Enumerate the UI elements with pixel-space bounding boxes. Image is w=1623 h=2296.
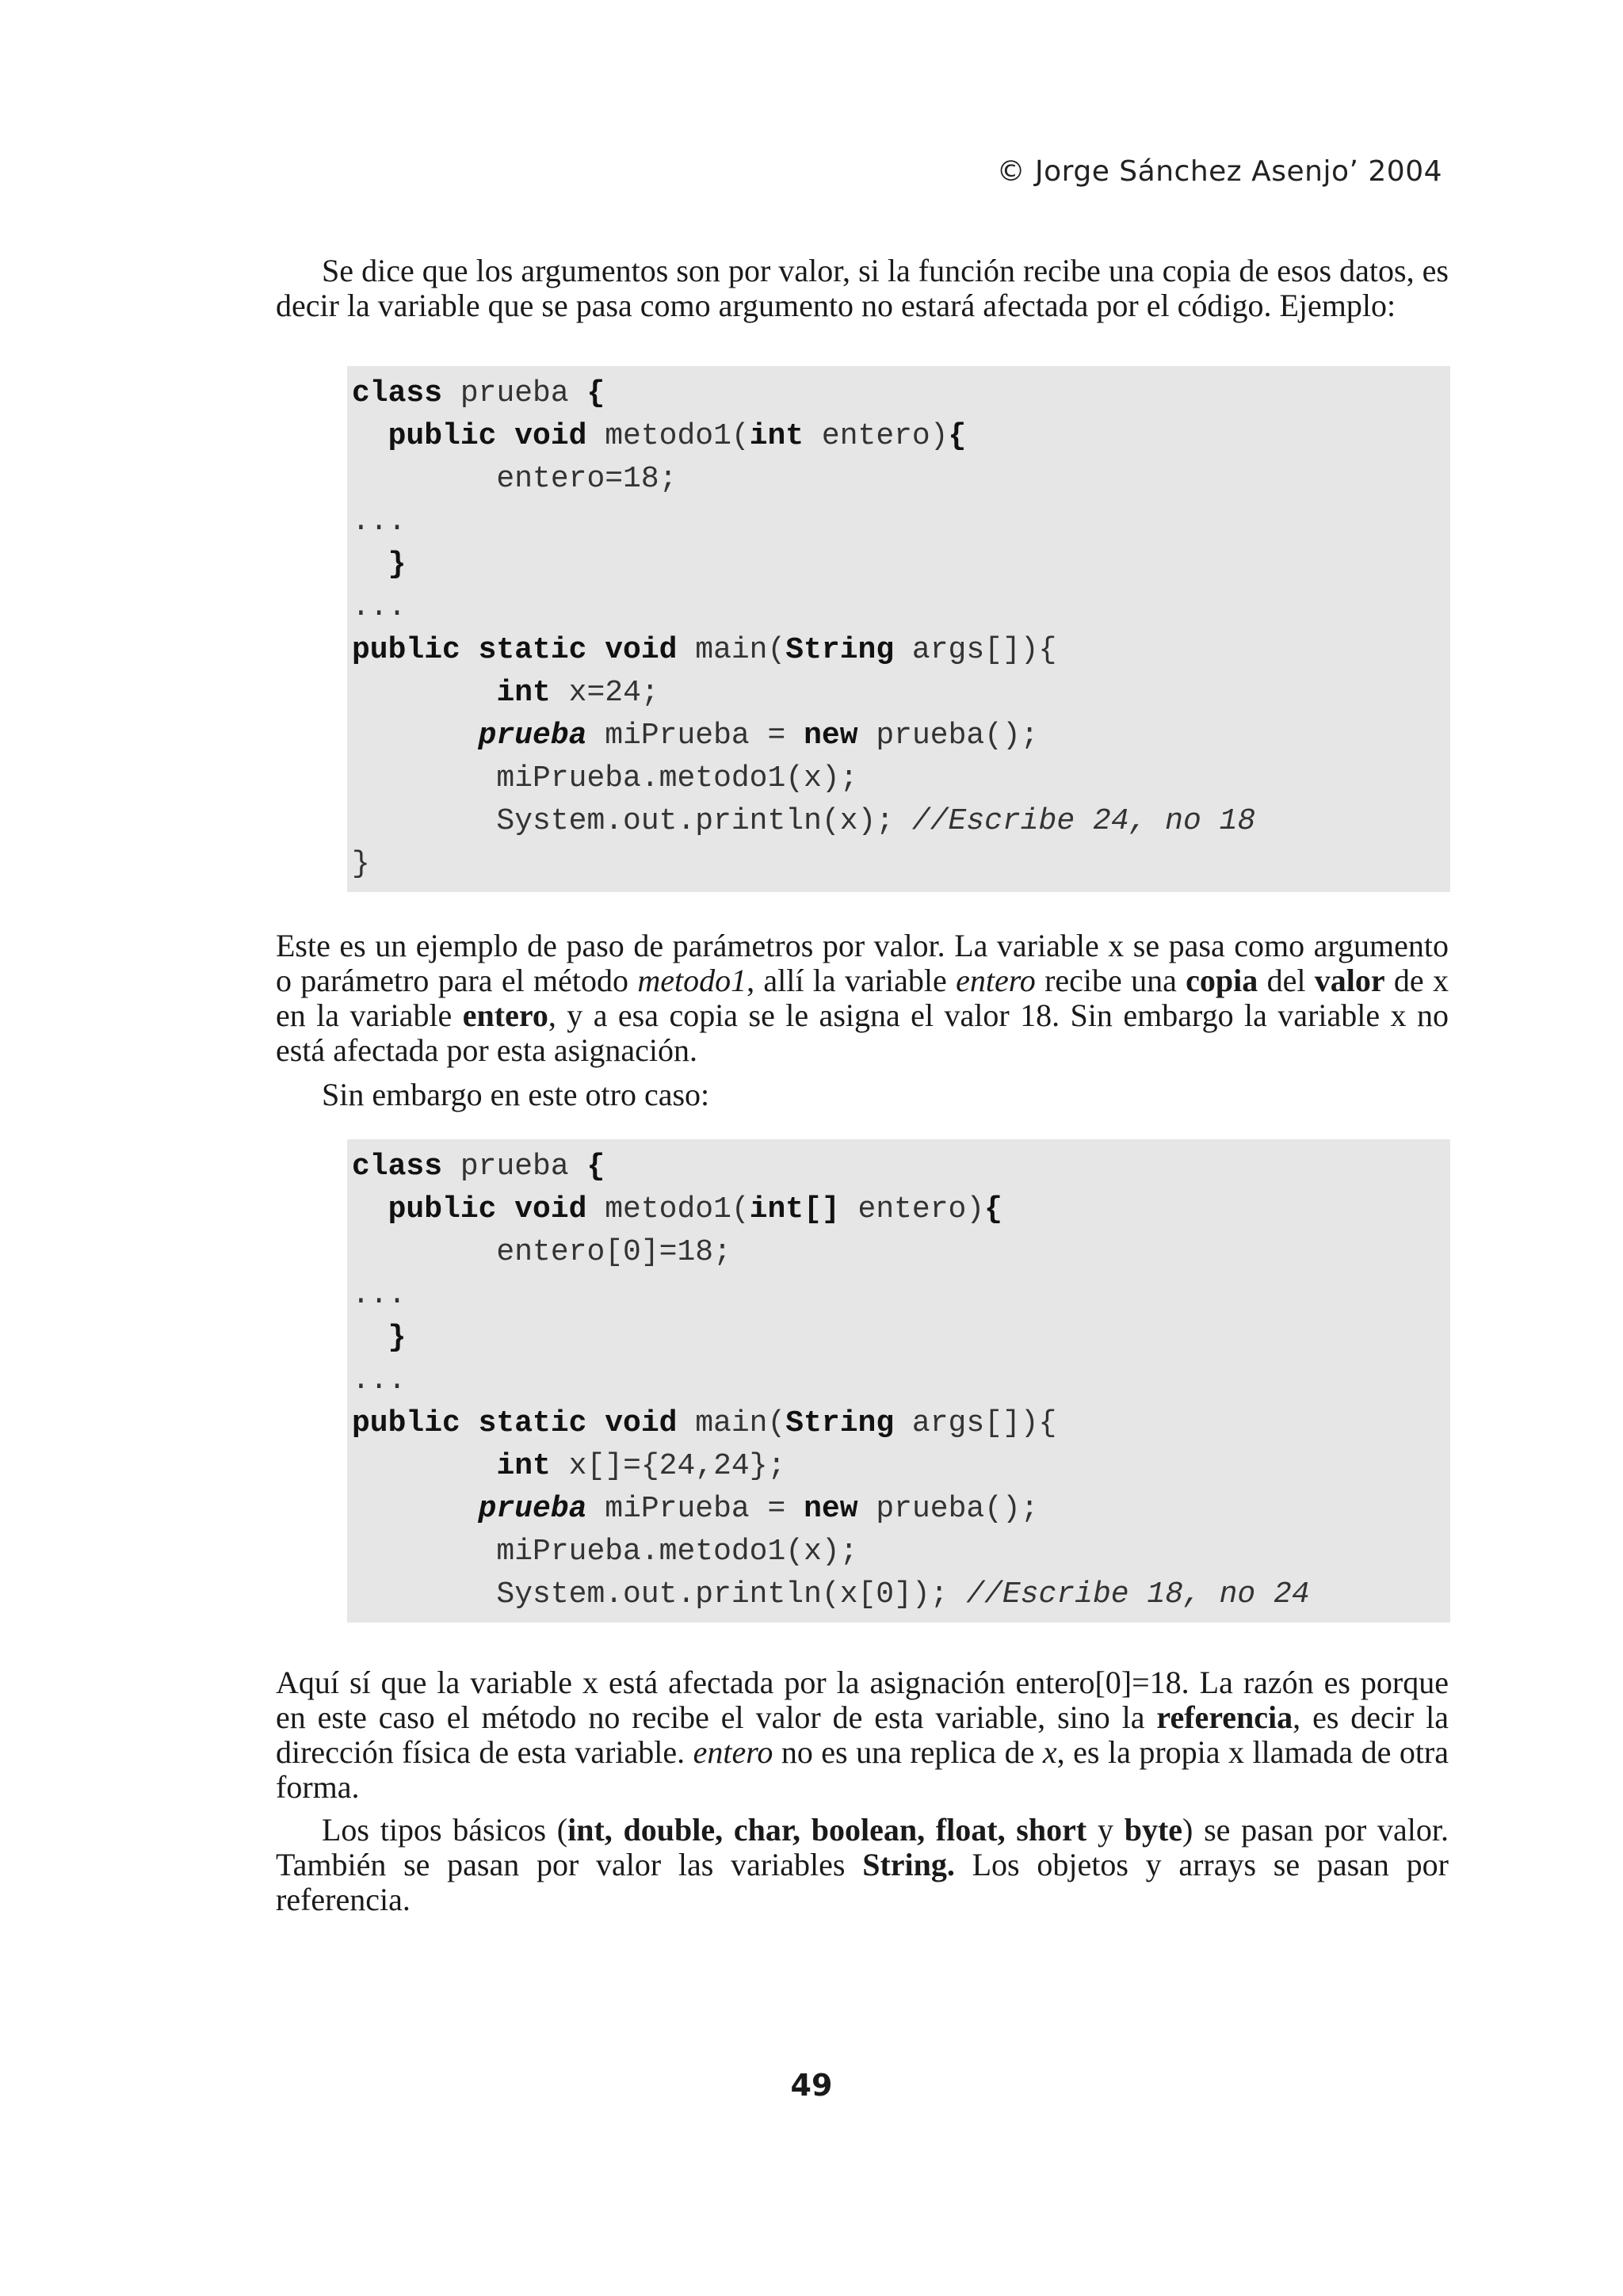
other-case-paragraph: Sin embargo en este otro caso: [322, 1077, 710, 1112]
code-line: System.out.println(x[0]); //Escribe 18, no 24 [352, 1577, 1310, 1611]
code-line: entero=18; [352, 462, 678, 496]
code-line: entero[0]=18; [352, 1235, 731, 1269]
page-number: 49 [790, 2068, 833, 2103]
intro-paragraph: Se dice que los argumentos son por valor, si la función recibe una copia de esos datos, es decir la variable que se pasa como argumento no estará afectada por el código. Ejemplo: [276, 253, 1449, 323]
code-block-2 [347, 1139, 1450, 1623]
code-line: public void metodo1(int[] entero){ [388, 1192, 1002, 1226]
code-block-1 [347, 366, 1450, 892]
code-line: prueba miPrueba = new prueba(); [478, 1492, 1039, 1526]
code-line: } [388, 1321, 407, 1355]
code-line: System.out.println(x); //Escribe 24, no 18 [352, 804, 1256, 838]
code-line: ... [352, 1363, 407, 1398]
code-comment: //Escribe 24, no 18 [911, 804, 1256, 838]
code-line: class prueba { [352, 1150, 605, 1184]
code-line: } [388, 547, 407, 582]
types-paragraph: Los tipos básicos (int, double, char, boolean, float, short y byte) se pasan por valor. También se pasan por valor las variables String. Los objetos y arrays se pasan por referencia. [276, 1812, 1449, 1917]
code-line: int x=24; [496, 676, 659, 710]
code-line: ... [352, 505, 407, 539]
reference-paragraph: Aquí sí que la variable x está afectada por la asignación entero[0]=18. La razón es porque en este caso el método no recibe el valor de esta variable, sino la referencia, es decir la dirección física de esta variable. entero no es una replica de x, es la propia x llamada de otra forma. [276, 1665, 1449, 1805]
code-line: public static void main(String args[]){ [352, 1406, 1057, 1440]
code-comment: //Escribe 18, no 24 [966, 1577, 1310, 1611]
code-line: int x[]={24,24}; [496, 1449, 786, 1483]
page-content [276, 254, 1449, 1917]
code-line: public static void main(String args[]){ [352, 633, 1057, 667]
code-line: class prueba { [352, 376, 605, 410]
code-line: } [352, 847, 370, 881]
code-line: prueba miPrueba = new prueba(); [478, 719, 1039, 753]
code-line: ... [352, 590, 407, 624]
page-header: © Jorge Sánchez Asenjo’ 2004 [996, 155, 1442, 188]
code-line: ... [352, 1278, 407, 1312]
code-line: miPrueba.metodo1(x); [352, 1535, 858, 1569]
code-line: miPrueba.metodo1(x); [352, 761, 858, 795]
explanation-paragraph: Este es un ejemplo de paso de parámetros por valor. La variable x se pasa como argumento o parámetro para el método metodo1, allí la variable entero recibe una copia del valor de x en la variable entero, y a esa copia se le asigna el valor 18. Sin embargo la variable x no está afectada por esta asignación. [276, 928, 1449, 1068]
code-line: public void metodo1(int entero){ [388, 419, 967, 453]
